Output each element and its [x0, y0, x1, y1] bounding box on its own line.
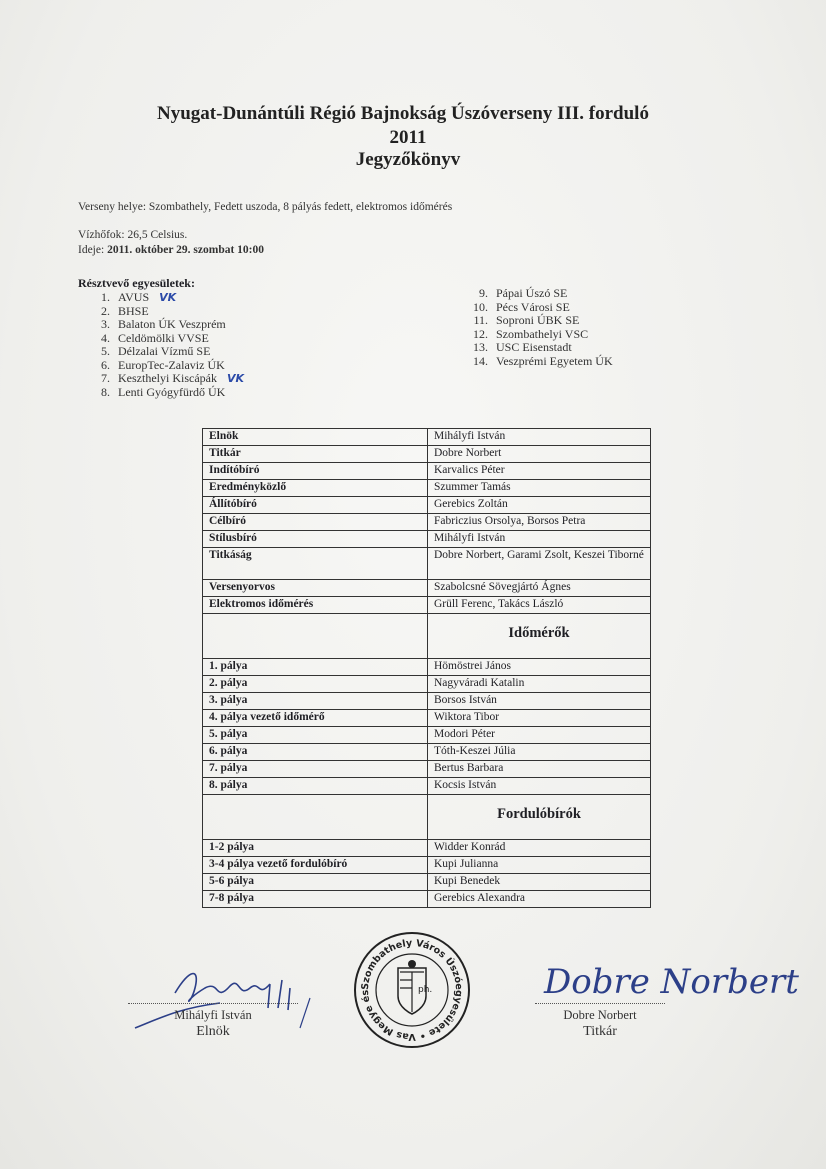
document-title: Nyugat-Dunántúli Régió Bajnokság Úszóverseny III. forduló	[157, 103, 649, 124]
empty-cell	[203, 614, 428, 659]
list-item	[88, 345, 244, 359]
name-cell: Kocsis István	[428, 778, 651, 795]
table-row	[203, 710, 651, 727]
president-signature-block	[128, 1003, 298, 1040]
name-cell: Kupi Benedek	[428, 874, 651, 891]
table-row	[203, 580, 651, 597]
list-item	[88, 359, 244, 373]
table-row	[203, 446, 651, 463]
club-number: 12.	[473, 326, 488, 341]
club-name: Lenti Gyógyfürdő ÚK	[118, 384, 226, 399]
signature-line	[128, 1003, 298, 1005]
table-row	[203, 874, 651, 891]
role-cell: 7-8 pálya	[203, 891, 428, 908]
secretary-name: Dobre Norbert	[563, 1008, 637, 1022]
secretary-role: Titkár	[583, 1024, 617, 1039]
list-item	[88, 332, 244, 346]
club-number: 4.	[101, 330, 110, 345]
stamp-center-text: ph.	[418, 985, 433, 995]
role-cell: 3-4 pálya vezető fordulóbíró	[203, 857, 428, 874]
role-cell: 1. pálya	[203, 659, 428, 676]
club-name: Keszthelyi Kiscápák	[118, 371, 217, 385]
name-cell: Grüll Ferenc, Takács László	[428, 597, 651, 614]
name-cell: Karvalics Péter	[428, 463, 651, 480]
table-row	[203, 480, 651, 497]
table-row	[203, 463, 651, 480]
role-cell: 8. pálya	[203, 778, 428, 795]
name-cell: Fabriczius Orsolya, Borsos Petra	[428, 514, 651, 531]
stamp-text: Szombathely Város Úszóegyesülete • Vas Megye és	[359, 937, 465, 1043]
signature-secretary-icon	[536, 955, 799, 1005]
table-row	[203, 429, 651, 446]
date-label: Ideje:	[78, 244, 108, 256]
list-item	[88, 386, 244, 400]
clubs-list-right	[466, 287, 613, 368]
name-cell: Hömöstrei János	[428, 659, 651, 676]
list-item	[88, 318, 244, 332]
role-cell: 6. pálya	[203, 744, 428, 761]
role-cell: 3. pálya	[203, 693, 428, 710]
table-row	[203, 497, 651, 514]
president-name: Mihályfi István	[174, 1008, 252, 1022]
stamp-seal-icon	[352, 930, 472, 1050]
table-row	[203, 597, 651, 614]
club-number: 9.	[479, 286, 488, 300]
list-item	[88, 291, 244, 305]
table-row	[203, 840, 651, 857]
name-cell: Szummer Tamás	[428, 480, 651, 497]
table-row	[203, 676, 651, 693]
club-number: 7.	[101, 371, 110, 385]
name-cell: Dobre Norbert, Garami Zsolt, Keszei Tiborné	[428, 548, 651, 580]
role-cell: 4. pálya vezető időmérő	[203, 710, 428, 727]
date-value: 2011. október 29. szombat 10:00	[107, 244, 265, 256]
role-cell: Állítóbíró	[203, 497, 428, 514]
turn-judges-title: Fordulóbírók	[497, 806, 581, 822]
role-cell: 5-6 pálya	[203, 874, 428, 891]
secretary-handwriting: Dobre Norbert	[544, 962, 799, 1002]
club-number: 10.	[473, 299, 488, 314]
club-name: Pécs Városi SE	[496, 299, 570, 314]
role-cell: 7. pálya	[203, 761, 428, 778]
handwritten-mark: VK	[226, 372, 245, 385]
signature-line	[535, 1003, 665, 1005]
empty-cell	[203, 795, 428, 840]
table-row	[203, 761, 651, 778]
name-cell: Szabolcsné Sövegjártó Ágnes	[428, 580, 651, 597]
list-item	[88, 305, 244, 319]
table-row	[203, 659, 651, 676]
role-cell: 2. pálya	[203, 676, 428, 693]
club-name: Pápai Úszó SE	[496, 286, 568, 300]
club-name: AVUS	[118, 290, 150, 304]
role-cell: Elnök	[203, 429, 428, 446]
role-cell: Eredményközlő	[203, 480, 428, 497]
date-line	[78, 244, 264, 256]
table-row	[203, 857, 651, 874]
name-cell: Mihályfi István	[428, 429, 651, 446]
table-row	[203, 727, 651, 744]
timekeepers-title: Időmérők	[508, 625, 570, 641]
name-cell: Borsos István	[428, 693, 651, 710]
club-name: USC Eisenstadt	[496, 340, 572, 354]
role-cell: Titkár	[203, 446, 428, 463]
section-cell	[428, 614, 651, 659]
role-cell: Célbíró	[203, 514, 428, 531]
list-item	[466, 341, 613, 355]
club-name: Délzalai Vízmű SE	[118, 344, 211, 358]
club-number: 6.	[101, 357, 110, 372]
club-number: 1.	[101, 290, 110, 304]
name-cell: Dobre Norbert	[428, 446, 651, 463]
table-row	[203, 514, 651, 531]
role-cell: Stílusbíró	[203, 531, 428, 548]
table-row	[203, 548, 651, 580]
clubs-heading: Résztvevő egyesületek:	[78, 276, 195, 290]
role-cell: 1-2 pálya	[203, 840, 428, 857]
list-item	[466, 287, 613, 301]
name-cell: Gerebics Alexandra	[428, 891, 651, 908]
club-name: Celdömölki VVSE	[118, 330, 209, 345]
clubs-list-left	[88, 291, 244, 399]
club-number: 11.	[473, 313, 488, 327]
name-cell: Wiktora Tibor	[428, 710, 651, 727]
document-year: 2011	[389, 127, 427, 148]
table-row	[203, 744, 651, 761]
club-name: Balaton ÚK Veszprém	[118, 317, 226, 331]
club-number: 8.	[101, 384, 110, 399]
name-cell: Mihályfi István	[428, 531, 651, 548]
name-cell: Bertus Barbara	[428, 761, 651, 778]
table-row	[203, 778, 651, 795]
role-cell: Titkáság	[203, 548, 428, 580]
list-item	[466, 301, 613, 315]
club-number: 14.	[473, 353, 488, 368]
list-item	[466, 328, 613, 342]
club-number: 13.	[473, 340, 488, 354]
table-row	[203, 531, 651, 548]
name-cell: Gerebics Zoltán	[428, 497, 651, 514]
name-cell: Widder Konrád	[428, 840, 651, 857]
club-number: 5.	[101, 344, 110, 358]
list-item	[466, 355, 613, 369]
role-cell: Indítóbíró	[203, 463, 428, 480]
name-cell: Kupi Julianna	[428, 857, 651, 874]
water-temp-line: Vízhőfok: 26,5 Celsius.	[78, 229, 188, 241]
timekeepers-section-row	[203, 614, 651, 659]
secretary-signature-block	[535, 1003, 665, 1040]
venue-line: Verseny helye: Szombathely, Fedett uszoda, 8 pályás fedett, elektromos időmérés	[78, 201, 453, 213]
handwritten-mark: VK	[159, 291, 177, 304]
list-item	[88, 372, 244, 386]
document-subtitle: Jegyzőkönyv	[355, 149, 461, 170]
role-cell: Versenyorvos	[203, 580, 428, 597]
turn-judges-section-row	[203, 795, 651, 840]
club-name: Szombathelyi VSC	[496, 326, 589, 341]
table-row	[203, 891, 651, 908]
club-number: 3.	[101, 317, 110, 331]
officials-table	[202, 428, 651, 908]
president-role: Elnök	[196, 1024, 230, 1039]
list-item	[466, 314, 613, 328]
name-cell: Tóth-Keszei Júlia	[428, 744, 651, 761]
club-name: Soproni ÚBK SE	[496, 313, 580, 327]
club-name: EuropTec-Zalaviz ÚK	[118, 357, 225, 372]
name-cell: Modori Péter	[428, 727, 651, 744]
table-row	[203, 693, 651, 710]
club-name: Veszprémi Egyetem ÚK	[496, 353, 613, 368]
section-cell	[428, 795, 651, 840]
club-number: 2.	[101, 303, 110, 318]
club-name: BHSE	[118, 303, 149, 318]
name-cell: Nagyváradi Katalin	[428, 676, 651, 693]
role-cell: Elektromos időmérés	[203, 597, 428, 614]
role-cell: 5. pálya	[203, 727, 428, 744]
